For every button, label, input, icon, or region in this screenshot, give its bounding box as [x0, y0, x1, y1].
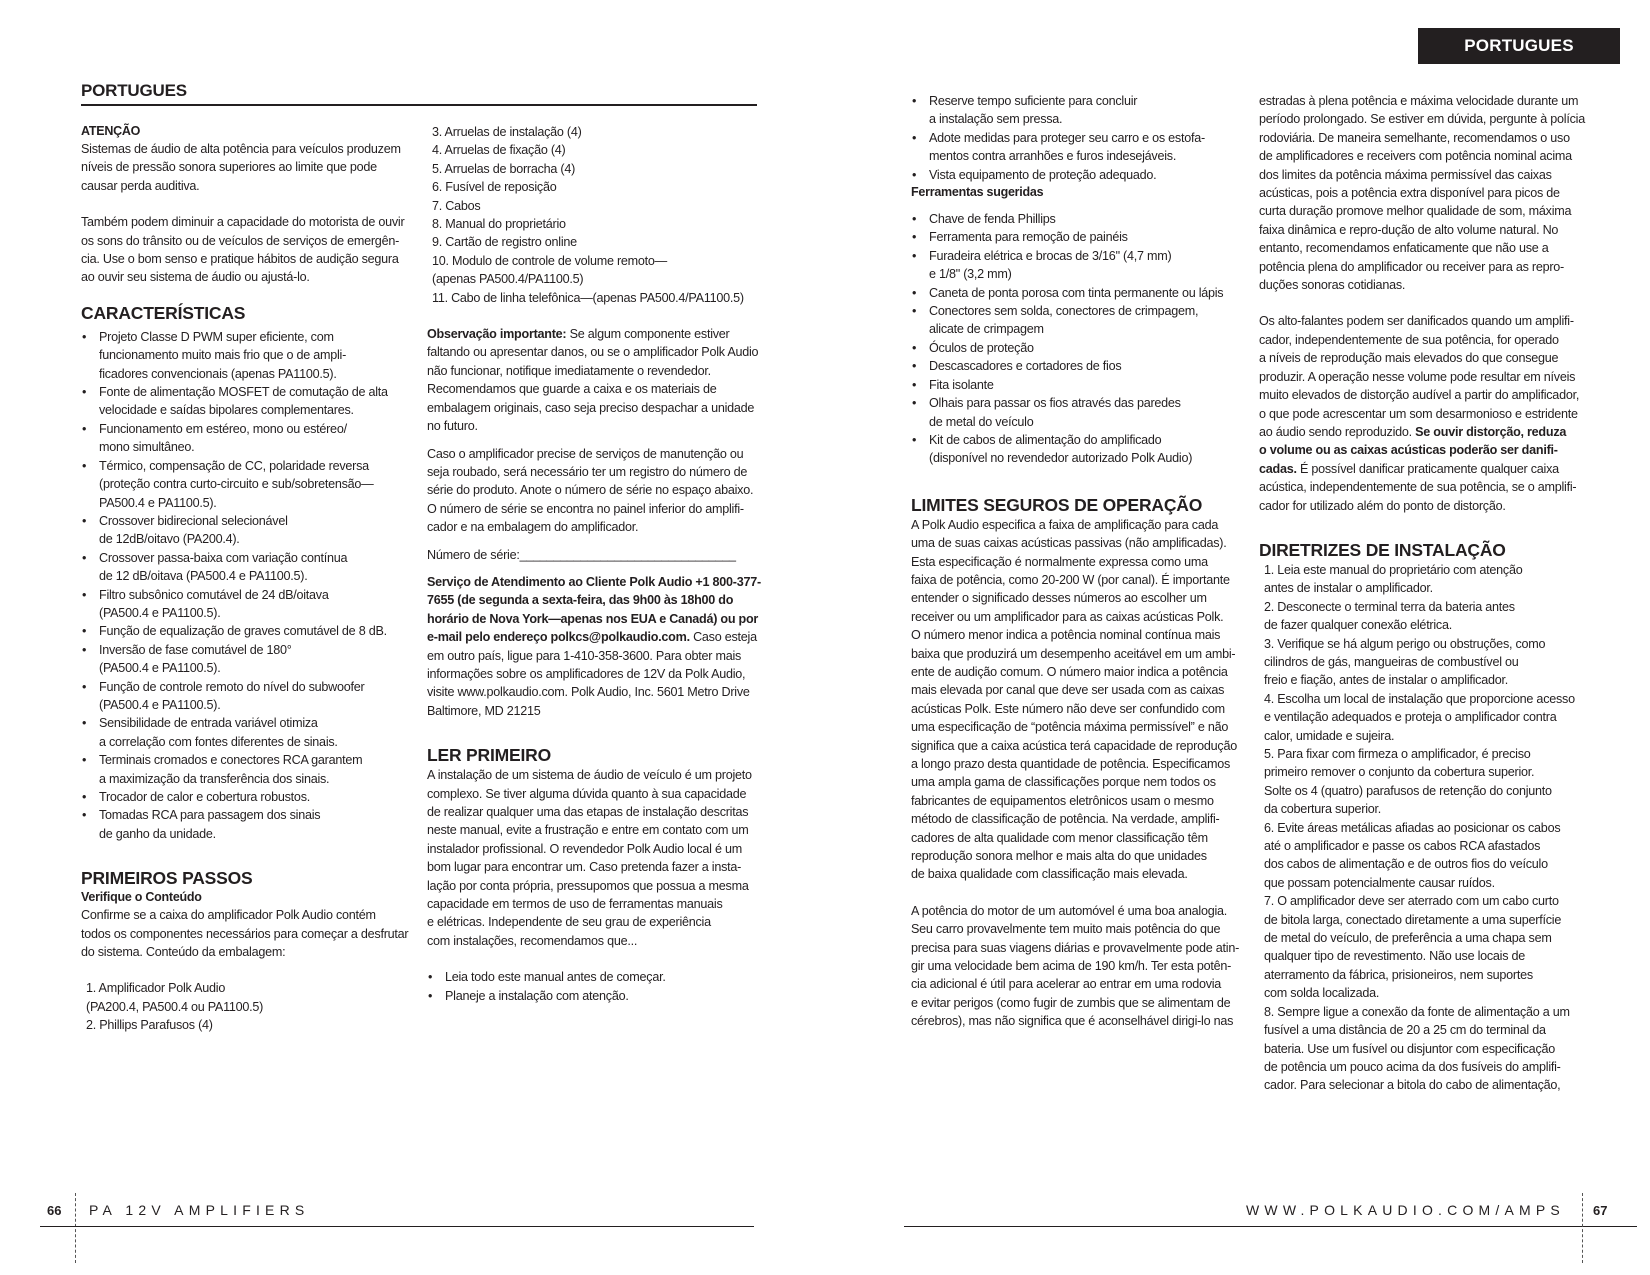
footer-rule	[904, 1226, 1637, 1227]
limits-paragraph-1: A Polk Audio especifica a faixa de amplificação para cada uma de suas caixas acústicas passivas (não amplificadas). Esta especificação é normalmente expressa como uma faixa de potência, como 20-200 W (por canal). É importante entender o significado desses números ao escolher um receiver ou um amplificador para as caixas acústicas Polk. O número menor indica a potência nominal contínua mais baixa que produzirá um desempenho aceitável em um ambi- ente de audição comum. O número maior indica a potência mais elevada por canal que deve ser usada com as caixas acústicas Polk. Este número não deve ser confundido com uma especificação de “potência máxima permissível” e não significa que a caixa acústica terá capacidade de reprodução a longo prazo desta quantidade de potência. Especificamos uma ampla gama de classificações porque nem todos os fabricantes de equipamentos eletrônicos usam o mesmo método de classificação de potência. Na verdade, amplifi- cadores de alta qualidade com menor classificação têm reprodução sonora melhor e mais alta do que unidades de baixa qualidade com classificação mais elevada.	[911, 517, 1237, 882]
read-first-paragraph: A instalação de um sistema de áudio de veículo é um projeto complexo. Se tiver alguma dúvida quanto à sua capacidade de realizar qualquer uma das etapas de instalação descritas neste manual, evite a frustração e entre em contato com um instalador profissional. O revendedor Polk Audio local é um bom lugar para encontrar um. Caso pretenda fazer a insta- lação por conta própria, pressupomos que possua a mesma capacidade em termos de uso de ferramentas manuais e elétricas. Independente de seu grau de experiência com instalações, recomendamos que...	[427, 768, 752, 948]
left-column-1	[81, 123, 411, 1035]
verify-heading: Verifique o Conteúdo	[81, 890, 202, 905]
limits-p4-text-b: É possível danificar praticamente qualquer caixa acústica, independentemente de sua potência, se o amplifi- cador for utilizado além do ponto de distorção.	[1259, 461, 1577, 513]
list-item: • Kit de cabos de alimentação do amplificado (disponível no revendedor autorizado Polk Audio)	[911, 431, 1251, 468]
list-item: • Adote medidas para proteger seu carro e os estofa- mentos contra arranhões e furos indesejáveis.	[911, 129, 1251, 166]
customer-service-paragraph	[427, 573, 762, 720]
list-item: • Terminais cromados e conectores RCA garantem a maximização da transferência dos sinais.	[81, 751, 411, 788]
list-item: • Fonte de alimentação MOSFET de comutação de alta velocidade e saídas bipolares complementares.	[81, 383, 411, 420]
list-item: 4. Arruelas de fixação (4)	[432, 143, 566, 158]
list-item: • Inversão de fase comutável de 180° (PA500.4 e PA1100.5).	[81, 641, 411, 678]
page-number: 66	[47, 1203, 62, 1218]
list-item: • Função de controle remoto do nível do subwoofer (PA500.4 e PA1100.5).	[81, 678, 411, 715]
customer-service-bold: Serviço de Atendimento ao Cliente Polk Audio +1 800-377-7655 (de segunda a sexta-feira, das 9h00 às 18h00 do horário de Nova York—apenas nos EUA e Canadá) ou por e-mail pelo endereço polkcs@polkaudio.com.	[427, 574, 761, 645]
list-item: • Sensibilidade de entrada variável otimiza a correlação com fontes diferentes de sinais.	[81, 714, 411, 751]
guidelines-list	[1259, 561, 1609, 1095]
section-tab: PORTUGUES	[1418, 28, 1620, 64]
divider	[1582, 1193, 1583, 1263]
list-item: • Crossover passa-baixa com variação contínua de 12 dB/oitava (PA500.4 e PA1100.5).	[81, 549, 411, 586]
verify-paragraph: Confirme se a caixa do amplificador Polk Audio contém todos os componentes necessários para começar a desfrutar do sistema. Conteúdo da embalagem:	[81, 908, 409, 960]
attention-paragraph-2: Também podem diminuir a capacidade do motorista de ouvir os sons do trânsito ou de veículos de serviços de emergên- cia. Use o bom senso e pratique hábitos de audição segura ao ouvir seu sistema de áudio ou ajustá-lo.	[81, 215, 405, 285]
list-item: • Leia todo este manual antes de começar.	[427, 968, 762, 986]
list-item: • Descascadores e cortadores de fios	[911, 357, 1251, 375]
list-item: 10. Modulo de controle de volume remoto— (apenas PA500.4/PA1100.5)	[432, 253, 668, 287]
page-heading: PORTUGUES	[81, 81, 187, 100]
customer-service-text: Caso esteja em outro país, ligue para 1-410-358-3600. Para obter mais informações sobre os amplificadores de 12V da Polk Audio, visite www.polkaudio.com. Polk Audio, Inc. 5601 Metro Drive Baltimore, MD 21215	[427, 630, 757, 718]
list-item: 1. Leia este manual do proprietário com atenção antes de instalar o amplificador.	[1264, 562, 1523, 596]
list-item: 5. Para fixar com firmeza o amplificador, é preciso primeiro remover o conjunto da cobertura superior. Solte os 4 (quatro) parafusos de retenção do conjunto da cobertura superior.	[1264, 747, 1552, 817]
attention-heading: ATENÇÃO	[81, 124, 141, 138]
service-paragraph: Caso o amplificador precise de serviços de manutenção ou seja roubado, será necessário ter um registro do número de série do produto. Anote o número de série no espaço abaixo. O número de série se encontra no painel inferior do amplifi- cador e na embalagem do amplificador.	[427, 446, 754, 535]
list-item: 7. Cabos	[432, 198, 481, 213]
limits-paragraph-4	[1259, 312, 1609, 514]
list-item: 6. Evite áreas metálicas afiadas ao posicionar os cabos até o amplificador e passe os cabos RCA afastados dos cabos de alimentação e de outros fios do veículo que possam potencialmente causar ruídos.	[1264, 820, 1561, 890]
list-item: • Fita isolante	[911, 376, 1251, 394]
footer-rule	[40, 1226, 754, 1227]
list-item: • Ferramenta para remoção de painéis	[911, 228, 1251, 246]
list-item: 11. Cabo de linha telefônica—(apenas PA500.4/PA1100.5)	[432, 290, 744, 305]
tools-list	[911, 210, 1251, 468]
list-item: • Óculos de proteção	[911, 339, 1251, 357]
list-item: 5. Arruelas de borracha (4)	[432, 161, 576, 176]
list-item: • Térmico, compensação de CC, polaridade reversa (proteção contra curto-circuito e sub/sobretensão— PA500.4 e PA1100.5).	[81, 457, 411, 512]
left-column-2	[427, 123, 762, 1005]
right-column-1	[911, 92, 1251, 1031]
list-item: • Furadeira elétrica e brocas de 3/16" (4,7 mm) e 1/8" (3,2 mm)	[911, 247, 1251, 284]
list-item: • Caneta de ponta porosa com tinta permanente ou lápis	[911, 284, 1251, 302]
note-paragraph	[427, 325, 762, 435]
list-item: • Reserve tempo suficiente para concluir a instalação sem pressa.	[911, 92, 1251, 129]
limits-paragraph-2: A potência do motor de um automóvel é uma boa analogia. Seu carro provavelmente tem muito mais potência do que precisa para suas viagens diárias e provavelmente pode atin- gir uma velocidade bem acima de 190 km/h. Ter esta potên- cia adicional é útil para acelerar ao entrar em uma rodovia e evitar perigos (como fugir de zumbis que se alimentam de cérebros), mas não significa que é aconselhável dirigi-lo nas	[911, 903, 1240, 1029]
page-number: 67	[1593, 1203, 1608, 1218]
list-item: 3. Arruelas de instalação (4)	[432, 125, 582, 139]
serial-number-field: Número de série:________________________________	[427, 547, 736, 562]
list-item: 8. Manual do proprietário	[432, 217, 566, 232]
right-column-2	[1259, 92, 1609, 1095]
limits-heading: LIMITES SEGUROS DE OPERAÇÃO	[911, 494, 1203, 515]
list-item: 8. Sempre ligue a conexão da fonte de alimentação a um fusível a uma distância de 20 a 25 cm do terminal da bateria. Use um fusível ou disjuntor com especificação de potência um pouco acima da dos fusíveis do amplifi- cador. Para selecionar a bitola do cabo de alimentação,	[1264, 1004, 1570, 1093]
list-item: 4. Escolha um local de instalação que proporcione acesso e ventilação adequados e proteja o amplificador contra calor, umidade e sujeira.	[1264, 691, 1575, 743]
limits-paragraph-3: estradas à plena potência e máxima velocidade durante um período prolongado. Se estiver em dúvida, pergunte à polícia rodoviária. De maneira semelhante, recomendamos o uso de amplificadores e receivers com potência nominal acima dos limites da potência máxima permissível das caixas acústicas, pois a potência extra disponível para picos de curta duração promove melhor qualidade de som, máxima faixa dinâmica e repro-dução de alto volume natural. No entanto, recomendamos enfaticamente que não use a potência plena do amplificador ou receiver para as repro- duções sonoras cotidianas.	[1259, 94, 1585, 293]
note-bold: Observação importante:	[427, 327, 567, 342]
list-item: • Funcionamento em estéreo, mono ou estéreo/ mono simultâneo.	[81, 420, 411, 457]
limits-p4-text-a: Os alto-falantes podem ser danificados quando um amplifi- cador, independentemente de sua potência, for operado a níveis de reprodução mais elevados do que consegue produzir. A operação nesse volume pode resultar em níveis muito elevados de distorção audível a partir do amplificador, o que pode acrescentar um som desarmonioso e estridente ao áudio sendo reproduzido.	[1259, 314, 1580, 439]
footer-url: WWW.POLKAUDIO.COM/AMPS	[1246, 1202, 1565, 1218]
preparation-list	[911, 92, 1251, 184]
list-item: 6. Fusível de reposição	[432, 180, 557, 195]
list-item: • Chave de fenda Phillips	[911, 210, 1251, 228]
tools-heading: Ferramentas sugeridas	[911, 185, 1044, 200]
list-item: 3. Verifique se há algum perigo ou obstruções, como cilindros de gás, mangueiras de combustível ou freio e fiação, antes de instalar o amplificador.	[1264, 636, 1546, 688]
contents-list-b	[427, 123, 762, 307]
divider	[75, 1193, 76, 1263]
note-text: Se algum componente estiver faltando ou apresentar danos, ou se o amplificador Polk Audio não funcionar, notifique imediatamente o revendedor. Recomendamos que guarde a caixa e os materiais de embalagem originais, caso seja preciso despachar a unidade no futuro.	[427, 327, 759, 434]
attention-paragraph-1: Sistemas de áudio de alta potência para veículos produzem níveis de pressão sonora superiores ao limite que pode causar perda auditiva.	[81, 142, 401, 193]
limits-p4-bold: Se ouvir distorção, reduza o volume ou as caixas acústicas poderão ser danifi- cadas.	[1259, 424, 1567, 476]
footer-title: PA 12V AMPLIFIERS	[89, 1202, 310, 1218]
list-item: 2. Phillips Parafusos (4)	[86, 1018, 213, 1033]
list-item: • Projeto Classe D PWM super eficiente, com funcionamento muito mais frio que o de ampli- ficadores convencionais (apenas PA1100.5).	[81, 328, 411, 383]
list-item: • Função de equalização de graves comutável de 8 dB.	[81, 622, 411, 640]
list-item: • Vista equipamento de proteção adequado.	[911, 166, 1251, 184]
list-item: • Crossover bidirecional selecionável de 12dB/oitavo (PA200.4).	[81, 512, 411, 549]
list-item: 1. Amplificador Polk Audio (PA200.4, PA500.4 ou PA1100.5)	[86, 981, 264, 1014]
list-item: • Conectores sem solda, conectores de crimpagem, alicate de crimpagem	[911, 302, 1251, 339]
list-item: 7. O amplificador deve ser aterrado com um cabo curto de bitola larga, conectado diretamente a uma superfície de metal do veículo, de preferência a uma chapa sem qualquer tipo de revestimento. Não use locais de aterramento da fábrica, prisioneiros, nem suportes com solda localizada.	[1264, 894, 1562, 1001]
list-item: • Planeje a instalação com atenção.	[427, 987, 762, 1005]
features-heading: CARACTERÍSTICAS	[81, 302, 246, 323]
first-steps-heading: PRIMEIROS PASSOS	[81, 868, 253, 889]
contents-list-a	[81, 979, 411, 1034]
list-item: 9. Cartão de registro online	[432, 235, 577, 250]
list-item: • Filtro subsônico comutável de 24 dB/oitava (PA500.4 e PA1100.5).	[81, 586, 411, 623]
list-item: • Tomadas RCA para passagem dos sinais de ganho da unidade.	[81, 806, 411, 843]
list-item: • Olhais para passar os fios através das paredes de metal do veículo	[911, 394, 1251, 431]
right-page	[825, 0, 1650, 1275]
read-first-heading: LER PRIMEIRO	[427, 745, 551, 766]
heading-rule	[81, 104, 757, 106]
features-list	[81, 328, 411, 843]
list-item: 2. Desconecte o terminal terra da bateria antes de fazer qualquer conexão elétrica.	[1264, 599, 1515, 633]
read-first-list	[427, 968, 762, 1005]
guidelines-heading: DIRETRIZES DE INSTALAÇÃO	[1259, 539, 1506, 560]
list-item: • Trocador de calor e cobertura robustos.	[81, 788, 411, 806]
